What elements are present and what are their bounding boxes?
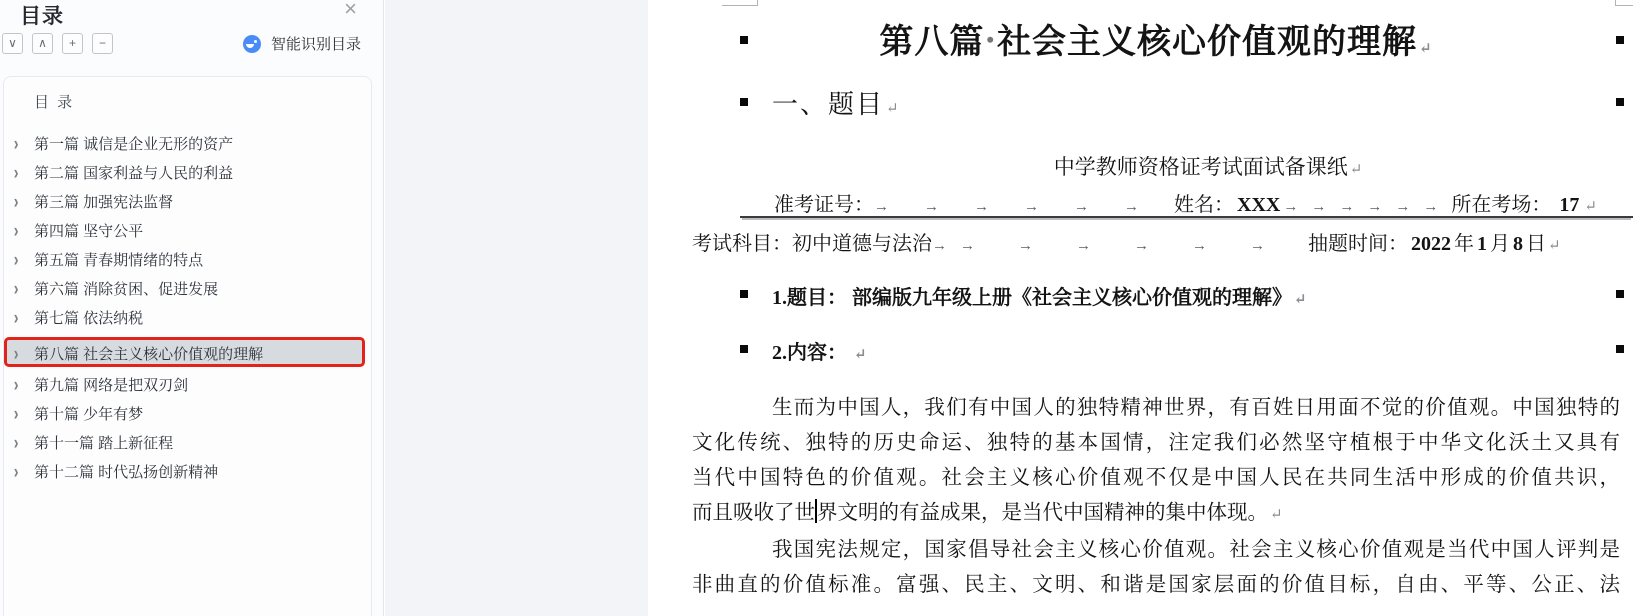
chevron-right-icon: › bbox=[13, 221, 19, 242]
exam-field-text: 考试科目：初中道德与法治 bbox=[692, 233, 932, 255]
toc-item-label: 第四篇 坚守公平 bbox=[34, 223, 144, 240]
text-line[interactable]: 生而为中国人，我们有中国人的独特精神世界，有百姓日用面不觉的价值观。中国独特的 bbox=[772, 397, 1620, 419]
toc-caption: 目 录 bbox=[34, 94, 75, 111]
tab-mark: → bbox=[1192, 238, 1207, 254]
exam-field-text: 日 bbox=[1526, 233, 1546, 255]
toc-item-label: 第六篇 消除贫困、促进发展 bbox=[34, 281, 219, 298]
exam-field-text: 1 bbox=[1477, 233, 1487, 255]
paragraph-mark: ↵ bbox=[1548, 238, 1561, 254]
document-page[interactable] bbox=[648, 0, 1633, 616]
chevron-right-icon: › bbox=[13, 279, 19, 300]
exam-field-text: 所在考场： bbox=[1451, 194, 1557, 216]
tab-mark: → bbox=[924, 199, 939, 215]
toc-item-label: 第五篇 青春期情绪的特点 bbox=[34, 252, 204, 269]
chevron-right-icon: › bbox=[13, 433, 19, 454]
toc-item[interactable] bbox=[4, 246, 371, 275]
text-line[interactable]: 文化传统、独特的历史命运、独特的基本国情，注定我们必然坚守植根于中华文化沃土又具有 bbox=[692, 432, 1620, 454]
tab-mark: → bbox=[1134, 238, 1149, 254]
exam-field-text: 月 bbox=[1490, 233, 1510, 255]
body-paragraph[interactable] bbox=[692, 391, 1620, 533]
tab-mark: → bbox=[1283, 199, 1299, 215]
exam-field-text: 2022 bbox=[1411, 233, 1451, 255]
expand-all-button[interactable]: + bbox=[62, 33, 83, 54]
collapse-all-button[interactable]: − bbox=[92, 33, 113, 54]
text-cursor bbox=[815, 499, 817, 523]
tab-mark: → bbox=[932, 238, 947, 254]
toc-item-label: 第二篇 国家利益与人民的利益 bbox=[34, 165, 234, 182]
toc-item[interactable] bbox=[4, 429, 371, 458]
paragraph-mark: ↵ bbox=[854, 347, 867, 363]
editor-canvas-background bbox=[385, 0, 648, 616]
text-line[interactable]: 非曲直的价值标准。富强、民主、文明、和谐是国家层面的价值目标，自由、平等、公正、法 bbox=[692, 574, 1620, 596]
text-line[interactable]: 当代中国特色的价值观。社会主义核心价值观不仅是中国人民在共同生活中形成的价值共识， bbox=[692, 467, 1620, 489]
chevron-right-icon: › bbox=[13, 344, 19, 365]
outline-square-mark bbox=[1616, 290, 1624, 298]
paragraph-mark: ↵ bbox=[1419, 41, 1433, 57]
toc-item-label: 第七篇 依法纳税 bbox=[34, 310, 144, 327]
tab-mark: → bbox=[1423, 199, 1439, 215]
toc-item-label: 第十篇 少年有梦 bbox=[34, 406, 144, 423]
toc-item-label: 第三篇 加强宪法监督 bbox=[34, 194, 174, 211]
numbered-item-content[interactable]: 2.内容： ↵ bbox=[772, 342, 867, 364]
paragraph-mark: ↵ bbox=[1270, 507, 1283, 523]
toc-panel-title: 目录 bbox=[20, 5, 64, 28]
paragraph-mark: ↵ bbox=[886, 101, 901, 117]
toc-toolbar-buttons bbox=[2, 33, 122, 50]
toc-item-label: 第十二篇 时代弘扬创新精神 bbox=[34, 464, 219, 481]
exam-info-line-2[interactable] bbox=[692, 227, 1633, 257]
exam-field-text: 抽题时间： bbox=[1308, 233, 1408, 255]
tab-mark: → bbox=[1076, 238, 1091, 254]
tab-mark: → bbox=[1074, 199, 1089, 215]
section-heading[interactable]: 一、题目 ↵ bbox=[772, 90, 901, 119]
tab-mark: → bbox=[1250, 238, 1265, 254]
outline-square-mark bbox=[740, 290, 748, 298]
toc-sidebar-header bbox=[20, 0, 371, 30]
text-boundary-corner-left-icon bbox=[722, 0, 758, 6]
tab-mark: → bbox=[974, 199, 989, 215]
expand-next-button[interactable]: ∨ bbox=[2, 33, 23, 54]
space-dot-mark: • bbox=[986, 27, 996, 52]
exam-paper-title[interactable]: 中学教师资格证考试面试备课纸 ↵ bbox=[1053, 155, 1363, 179]
smart-assistant-icon bbox=[243, 35, 261, 53]
tab-mark: → bbox=[1311, 199, 1327, 215]
smart-recognize-label: 智能识别目录 bbox=[270, 36, 361, 53]
exam-field-text: 年 bbox=[1454, 233, 1474, 255]
chevron-right-icon: › bbox=[13, 375, 19, 396]
tab-mark: → bbox=[1339, 199, 1355, 215]
toc-item[interactable] bbox=[4, 400, 371, 429]
chevron-right-icon: › bbox=[13, 404, 19, 425]
exam-field-text: 8 bbox=[1513, 233, 1523, 255]
tab-mark: → bbox=[1395, 199, 1411, 215]
toc-item[interactable] bbox=[4, 159, 371, 188]
toc-item-label: 第八篇 社会主义核心价值观的理解 bbox=[34, 346, 264, 363]
text-line[interactable]: 我国宪法规定，国家倡导社会主义核心价值观。社会主义核心价值观是当代中国人评判是 bbox=[772, 539, 1620, 561]
collapse-prev-button[interactable]: ∧ bbox=[32, 33, 53, 54]
close-icon[interactable]: × bbox=[344, 0, 357, 21]
toc-item[interactable] bbox=[4, 130, 371, 159]
toc-item-label: 第十一篇 踏上新征程 bbox=[34, 435, 174, 452]
toc-item[interactable] bbox=[4, 304, 371, 333]
tab-mark: → bbox=[1018, 238, 1033, 254]
toc-item[interactable] bbox=[4, 371, 371, 400]
outline-square-mark bbox=[1616, 98, 1624, 106]
tab-mark: → bbox=[960, 238, 975, 254]
document-title[interactable]: 第八篇•社会主义核心价值观的理解 ↵ bbox=[879, 24, 1433, 61]
paragraph-mark: ↵ bbox=[1584, 199, 1597, 215]
paragraph-mark: ↵ bbox=[1349, 162, 1363, 178]
body-paragraph[interactable] bbox=[692, 533, 1620, 603]
tab-mark: → bbox=[1024, 199, 1039, 215]
exam-info-line-1[interactable] bbox=[740, 188, 1633, 218]
tab-mark: → bbox=[1124, 199, 1139, 215]
toc-item-label: 第九篇 网络是把双刃剑 bbox=[34, 377, 189, 394]
toc-item[interactable] bbox=[4, 275, 371, 304]
exam-field-text: XXX bbox=[1237, 194, 1281, 216]
outline-square-mark bbox=[1616, 345, 1624, 353]
toc-sidebar bbox=[0, 0, 384, 616]
text-boundary-corner-right-icon bbox=[1615, 0, 1633, 6]
exam-field-text: 17 bbox=[1559, 194, 1580, 216]
outline-square-mark bbox=[740, 345, 748, 353]
toc-item-active[interactable] bbox=[4, 337, 365, 367]
chevron-right-icon: › bbox=[13, 462, 19, 483]
toc-item[interactable] bbox=[4, 188, 371, 217]
tab-mark: → bbox=[1367, 199, 1383, 215]
smart-recognize-button[interactable] bbox=[243, 33, 361, 55]
toc-panel bbox=[3, 76, 372, 616]
outline-square-mark bbox=[740, 98, 748, 106]
chevron-right-icon: › bbox=[13, 250, 19, 271]
exam-field-text: 准考证号： bbox=[774, 194, 874, 216]
paragraph-mark: ↵ bbox=[1294, 292, 1307, 308]
toc-list bbox=[4, 130, 371, 487]
toc-item[interactable] bbox=[4, 217, 371, 246]
chevron-right-icon: › bbox=[13, 308, 19, 329]
toc-item[interactable] bbox=[4, 458, 371, 487]
toc-toolbar bbox=[2, 33, 373, 55]
text-line[interactable]: 而且吸收了世界文明的有益成果，是当代中国精神的集中体现。 ↵ bbox=[692, 496, 1620, 533]
exam-field-text: 姓名： bbox=[1174, 194, 1234, 216]
tab-mark: → bbox=[874, 199, 889, 215]
chevron-right-icon: › bbox=[13, 163, 19, 184]
chevron-right-icon: › bbox=[13, 134, 19, 155]
toc-item-label: 第一篇 诚信是企业无形的资产 bbox=[34, 136, 234, 153]
numbered-item-title[interactable]: 1.题目： 部编版九年级上册《社会主义核心价值观的理解》 ↵ bbox=[772, 287, 1307, 309]
chevron-right-icon: › bbox=[13, 192, 19, 213]
